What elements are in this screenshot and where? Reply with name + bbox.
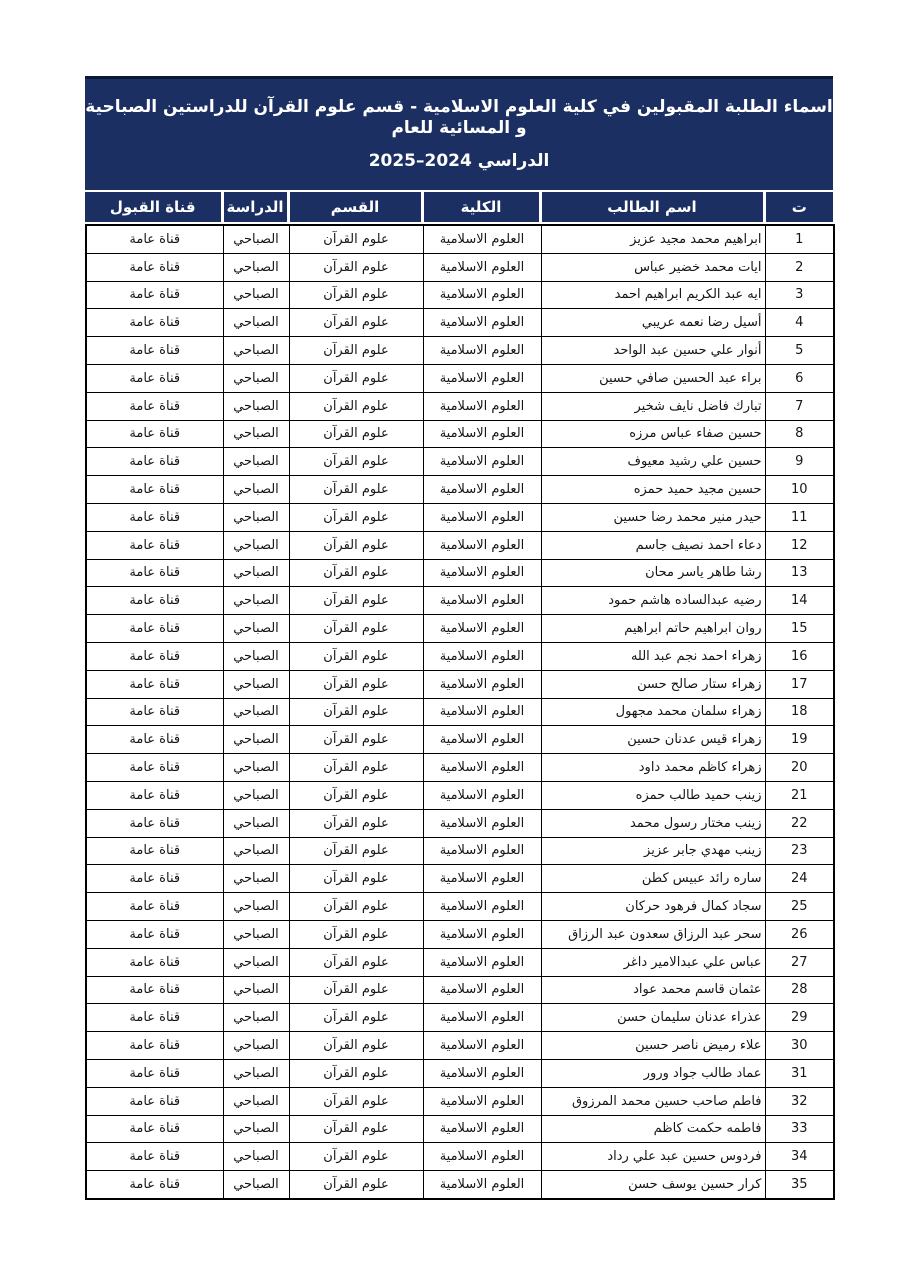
cell-index: 15 [765,615,834,643]
cell-channel: قناة عامة [86,309,223,337]
document-title [85,76,833,190]
cell-name: زهراء قيس عدنان حسين [541,726,765,754]
cell-study: الصباحي [223,337,289,365]
cell-college: العلوم الاسلامية [423,615,541,643]
cell-college: العلوم الاسلامية [423,503,541,531]
cell-index: 31 [765,1059,834,1087]
cell-college: العلوم الاسلامية [423,531,541,559]
cell-index: 23 [765,837,834,865]
cell-channel: قناة عامة [86,670,223,698]
cell-name: زينب مهدي جابر عزيز [541,837,765,865]
students-table-body [86,225,834,1199]
cell-index: 27 [765,948,834,976]
cell-dept: علوم القرآن [289,726,423,754]
cell-college: العلوم الاسلامية [423,420,541,448]
cell-name: حسين علي رشيد معيوف [541,448,765,476]
cell-study: الصباحي [223,698,289,726]
cell-channel: قناة عامة [86,893,223,921]
table-row [86,948,834,976]
cell-channel: قناة عامة [86,698,223,726]
cell-dept: علوم القرآن [289,309,423,337]
cell-index: 12 [765,531,834,559]
table-row [86,503,834,531]
cell-study: الصباحي [223,559,289,587]
cell-study: الصباحي [223,948,289,976]
table-row [86,587,834,615]
cell-channel: قناة عامة [86,948,223,976]
table-row [86,893,834,921]
cell-study: الصباحي [223,837,289,865]
cell-name: فردوس حسين عبد علي رداد [541,1143,765,1171]
cell-dept: علوم القرآن [289,1032,423,1060]
cell-index: 22 [765,809,834,837]
cell-channel: قناة عامة [86,754,223,782]
cell-college: العلوم الاسلامية [423,754,541,782]
cell-name: حسين صفاء عباس مرزه [541,420,765,448]
cell-index: 34 [765,1143,834,1171]
table-row [86,559,834,587]
cell-channel: قناة عامة [86,1004,223,1032]
cell-channel: قناة عامة [86,976,223,1004]
cell-name: فاطمه حكمت كاظم [541,1115,765,1143]
cell-channel: قناة عامة [86,1032,223,1060]
cell-name: رشا طاهر ياسر محان [541,559,765,587]
cell-name: زهراء سلمان محمد مجهول [541,698,765,726]
cell-channel: قناة عامة [86,809,223,837]
table-row [86,809,834,837]
cell-study: الصباحي [223,281,289,309]
cell-study: الصباحي [223,309,289,337]
cell-college: العلوم الاسلامية [423,837,541,865]
cell-index: 6 [765,364,834,392]
cell-index: 30 [765,1032,834,1060]
cell-study: الصباحي [223,587,289,615]
cell-channel: قناة عامة [86,781,223,809]
table-row [86,698,834,726]
cell-dept: علوم القرآن [289,531,423,559]
table-row [86,1171,834,1199]
table-row [86,364,834,392]
cell-name: سجاد كمال فرهود حركان [541,893,765,921]
cell-channel: قناة عامة [86,1115,223,1143]
cell-dept: علوم القرآن [289,476,423,504]
cell-name: عباس علي عبدالامير داغر [541,948,765,976]
cell-college: العلوم الاسلامية [423,670,541,698]
cell-study: الصباحي [223,754,289,782]
cell-college: العلوم الاسلامية [423,1059,541,1087]
cell-college: العلوم الاسلامية [423,253,541,281]
cell-college: العلوم الاسلامية [423,809,541,837]
column-header-row [85,192,833,222]
cell-dept: علوم القرآن [289,920,423,948]
cell-name: عماد طالب جواد ورور [541,1059,765,1087]
table-row [86,1059,834,1087]
student-list-document [85,76,833,1200]
cell-name: زينب حميد طالب حمزه [541,781,765,809]
cell-dept: علوم القرآن [289,281,423,309]
cell-study: الصباحي [223,253,289,281]
cell-name: ابراهيم محمد مجيد عزيز [541,225,765,253]
cell-college: العلوم الاسلامية [423,1004,541,1032]
table-row [86,392,834,420]
cell-dept: علوم القرآن [289,225,423,253]
cell-index: 4 [765,309,834,337]
table-row [86,1004,834,1032]
cell-channel: قناة عامة [86,253,223,281]
cell-channel: قناة عامة [86,281,223,309]
cell-dept: علوم القرآن [289,364,423,392]
cell-college: العلوم الاسلامية [423,337,541,365]
cell-study: الصباحي [223,809,289,837]
cell-name: أسيل رضا نعمه عريبي [541,309,765,337]
cell-name: دعاء احمد نصيف جاسم [541,531,765,559]
cell-dept: علوم القرآن [289,781,423,809]
cell-name: حسين مجيد حميد حمزه [541,476,765,504]
cell-study: الصباحي [223,392,289,420]
column-header-name: اسم الطالب [540,192,764,222]
cell-dept: علوم القرآن [289,976,423,1004]
cell-index: 29 [765,1004,834,1032]
cell-college: العلوم الاسلامية [423,698,541,726]
cell-channel: قناة عامة [86,420,223,448]
table-row [86,309,834,337]
cell-channel: قناة عامة [86,364,223,392]
cell-college: العلوم الاسلامية [423,281,541,309]
cell-name: روان ابراهيم حاتم ابراهيم [541,615,765,643]
table-row [86,865,834,893]
cell-dept: علوم القرآن [289,587,423,615]
column-header-index: ت [764,192,833,222]
cell-channel: قناة عامة [86,392,223,420]
table-row [86,281,834,309]
cell-dept: علوم القرآن [289,392,423,420]
cell-study: الصباحي [223,1059,289,1087]
cell-study: الصباحي [223,920,289,948]
cell-channel: قناة عامة [86,337,223,365]
cell-dept: علوم القرآن [289,698,423,726]
cell-dept: علوم القرآن [289,948,423,976]
cell-college: العلوم الاسلامية [423,726,541,754]
cell-index: 2 [765,253,834,281]
cell-college: العلوم الاسلامية [423,642,541,670]
cell-college: العلوم الاسلامية [423,587,541,615]
cell-channel: قناة عامة [86,837,223,865]
cell-index: 25 [765,893,834,921]
cell-dept: علوم القرآن [289,754,423,782]
cell-study: الصباحي [223,1087,289,1115]
cell-index: 20 [765,754,834,782]
cell-college: العلوم الاسلامية [423,448,541,476]
cell-dept: علوم القرآن [289,1115,423,1143]
cell-index: 17 [765,670,834,698]
table-row [86,754,834,782]
table-row [86,976,834,1004]
cell-college: العلوم الاسلامية [423,976,541,1004]
table-row [86,781,834,809]
cell-index: 32 [765,1087,834,1115]
cell-study: الصباحي [223,615,289,643]
cell-college: العلوم الاسلامية [423,920,541,948]
cell-index: 13 [765,559,834,587]
cell-index: 10 [765,476,834,504]
cell-college: العلوم الاسلامية [423,1143,541,1171]
cell-index: 3 [765,281,834,309]
table-row [86,337,834,365]
cell-study: الصباحي [223,420,289,448]
cell-name: كرار حسين يوسف حسن [541,1171,765,1199]
table-row [86,615,834,643]
cell-dept: علوم القرآن [289,642,423,670]
cell-dept: علوم القرآن [289,893,423,921]
cell-name: حيدر منير محمد رضا حسين [541,503,765,531]
cell-channel: قناة عامة [86,587,223,615]
title-line-1: اسماء الطلبة المقبولين في كلية العلوم الاسلامية - قسم علوم القرآن للدراستين الصباحية و المسائية للعام [85,97,833,138]
cell-index: 33 [765,1115,834,1143]
cell-channel: قناة عامة [86,503,223,531]
cell-dept: علوم القرآن [289,670,423,698]
column-header-study: الدراسة [222,192,288,222]
cell-dept: علوم القرآن [289,1143,423,1171]
students-table-header [85,192,833,222]
cell-dept: علوم القرآن [289,559,423,587]
cell-channel: قناة عامة [86,865,223,893]
students-table [85,224,835,1200]
cell-channel: قناة عامة [86,225,223,253]
cell-name: براء عبد الحسين صافي حسين [541,364,765,392]
column-header-channel: قناة القبول [85,192,222,222]
cell-index: 1 [765,225,834,253]
cell-college: العلوم الاسلامية [423,559,541,587]
cell-index: 21 [765,781,834,809]
table-row [86,253,834,281]
cell-dept: علوم القرآن [289,615,423,643]
cell-study: الصباحي [223,1004,289,1032]
cell-index: 19 [765,726,834,754]
cell-dept: علوم القرآن [289,337,423,365]
cell-index: 9 [765,448,834,476]
cell-study: الصباحي [223,642,289,670]
cell-channel: قناة عامة [86,1059,223,1087]
cell-index: 18 [765,698,834,726]
cell-channel: قناة عامة [86,1143,223,1171]
column-header-college: الكلية [422,192,540,222]
cell-channel: قناة عامة [86,531,223,559]
cell-index: 35 [765,1171,834,1199]
cell-study: الصباحي [223,225,289,253]
cell-study: الصباحي [223,1143,289,1171]
cell-college: العلوم الاسلامية [423,1171,541,1199]
cell-study: الصباحي [223,364,289,392]
cell-dept: علوم القرآن [289,1059,423,1087]
cell-dept: علوم القرآن [289,503,423,531]
cell-name: تبارك فاضل نايف شخير [541,392,765,420]
cell-name: زهراء احمد نجم عبد الله [541,642,765,670]
table-row [86,642,834,670]
table-row [86,1087,834,1115]
cell-name: أنوار علي حسين عبد الواحد [541,337,765,365]
cell-name: عثمان قاسم محمد عواد [541,976,765,1004]
cell-channel: قناة عامة [86,726,223,754]
cell-name: عذراء عدنان سليمان حسن [541,1004,765,1032]
cell-study: الصباحي [223,670,289,698]
cell-channel: قناة عامة [86,615,223,643]
cell-channel: قناة عامة [86,920,223,948]
cell-channel: قناة عامة [86,476,223,504]
table-row [86,1115,834,1143]
cell-index: 24 [765,865,834,893]
table-row [86,476,834,504]
cell-study: الصباحي [223,865,289,893]
table-row [86,726,834,754]
cell-channel: قناة عامة [86,448,223,476]
cell-name: سحر عبد الرزاق سعدون عبد الرزاق [541,920,765,948]
cell-study: الصباحي [223,448,289,476]
cell-name: رضيه عبدالساده هاشم حمود [541,587,765,615]
cell-dept: علوم القرآن [289,1171,423,1199]
cell-channel: قناة عامة [86,1087,223,1115]
title-line-2: الدراسي 2024–2025 [368,151,550,172]
cell-index: 26 [765,920,834,948]
cell-index: 14 [765,587,834,615]
cell-name: ايه عبد الكريم ابراهيم احمد [541,281,765,309]
cell-dept: علوم القرآن [289,809,423,837]
cell-name: زينب مختار رسول محمد [541,809,765,837]
cell-study: الصباحي [223,976,289,1004]
cell-study: الصباحي [223,531,289,559]
cell-study: الصباحي [223,503,289,531]
cell-dept: علوم القرآن [289,420,423,448]
cell-college: العلوم الاسلامية [423,1087,541,1115]
cell-name: فاطم صاحب حسين محمد المرزوق [541,1087,765,1115]
cell-college: العلوم الاسلامية [423,1115,541,1143]
table-row [86,225,834,253]
cell-college: العلوم الاسلامية [423,309,541,337]
cell-study: الصباحي [223,1171,289,1199]
cell-study: الصباحي [223,476,289,504]
cell-index: 5 [765,337,834,365]
cell-college: العلوم الاسلامية [423,364,541,392]
cell-index: 16 [765,642,834,670]
cell-study: الصباحي [223,893,289,921]
table-row [86,670,834,698]
cell-channel: قناة عامة [86,1171,223,1199]
cell-college: العلوم الاسلامية [423,865,541,893]
cell-dept: علوم القرآن [289,253,423,281]
cell-name: علاء رميض ناصر حسين [541,1032,765,1060]
table-row [86,420,834,448]
cell-name: زهراء ستار صالح حسن [541,670,765,698]
cell-study: الصباحي [223,1115,289,1143]
cell-college: العلوم الاسلامية [423,476,541,504]
cell-dept: علوم القرآن [289,837,423,865]
cell-college: العلوم الاسلامية [423,1032,541,1060]
cell-index: 28 [765,976,834,1004]
cell-college: العلوم الاسلامية [423,781,541,809]
table-row [86,448,834,476]
table-row [86,837,834,865]
cell-dept: علوم القرآن [289,448,423,476]
cell-study: الصباحي [223,1032,289,1060]
cell-name: ايات محمد خضير عباس [541,253,765,281]
cell-index: 8 [765,420,834,448]
table-row [86,920,834,948]
cell-name: زهراء كاظم محمد داود [541,754,765,782]
cell-dept: علوم القرآن [289,1087,423,1115]
cell-name: ساره رائد عبيس كطن [541,865,765,893]
column-header-dept: القسم [288,192,422,222]
cell-college: العلوم الاسلامية [423,392,541,420]
table-row [86,1143,834,1171]
cell-dept: علوم القرآن [289,865,423,893]
cell-index: 7 [765,392,834,420]
cell-study: الصباحي [223,726,289,754]
cell-channel: قناة عامة [86,642,223,670]
table-row [86,1032,834,1060]
cell-study: الصباحي [223,781,289,809]
table-row [86,531,834,559]
cell-channel: قناة عامة [86,559,223,587]
cell-college: العلوم الاسلامية [423,225,541,253]
cell-dept: علوم القرآن [289,1004,423,1032]
cell-index: 11 [765,503,834,531]
cell-college: العلوم الاسلامية [423,893,541,921]
cell-college: العلوم الاسلامية [423,948,541,976]
